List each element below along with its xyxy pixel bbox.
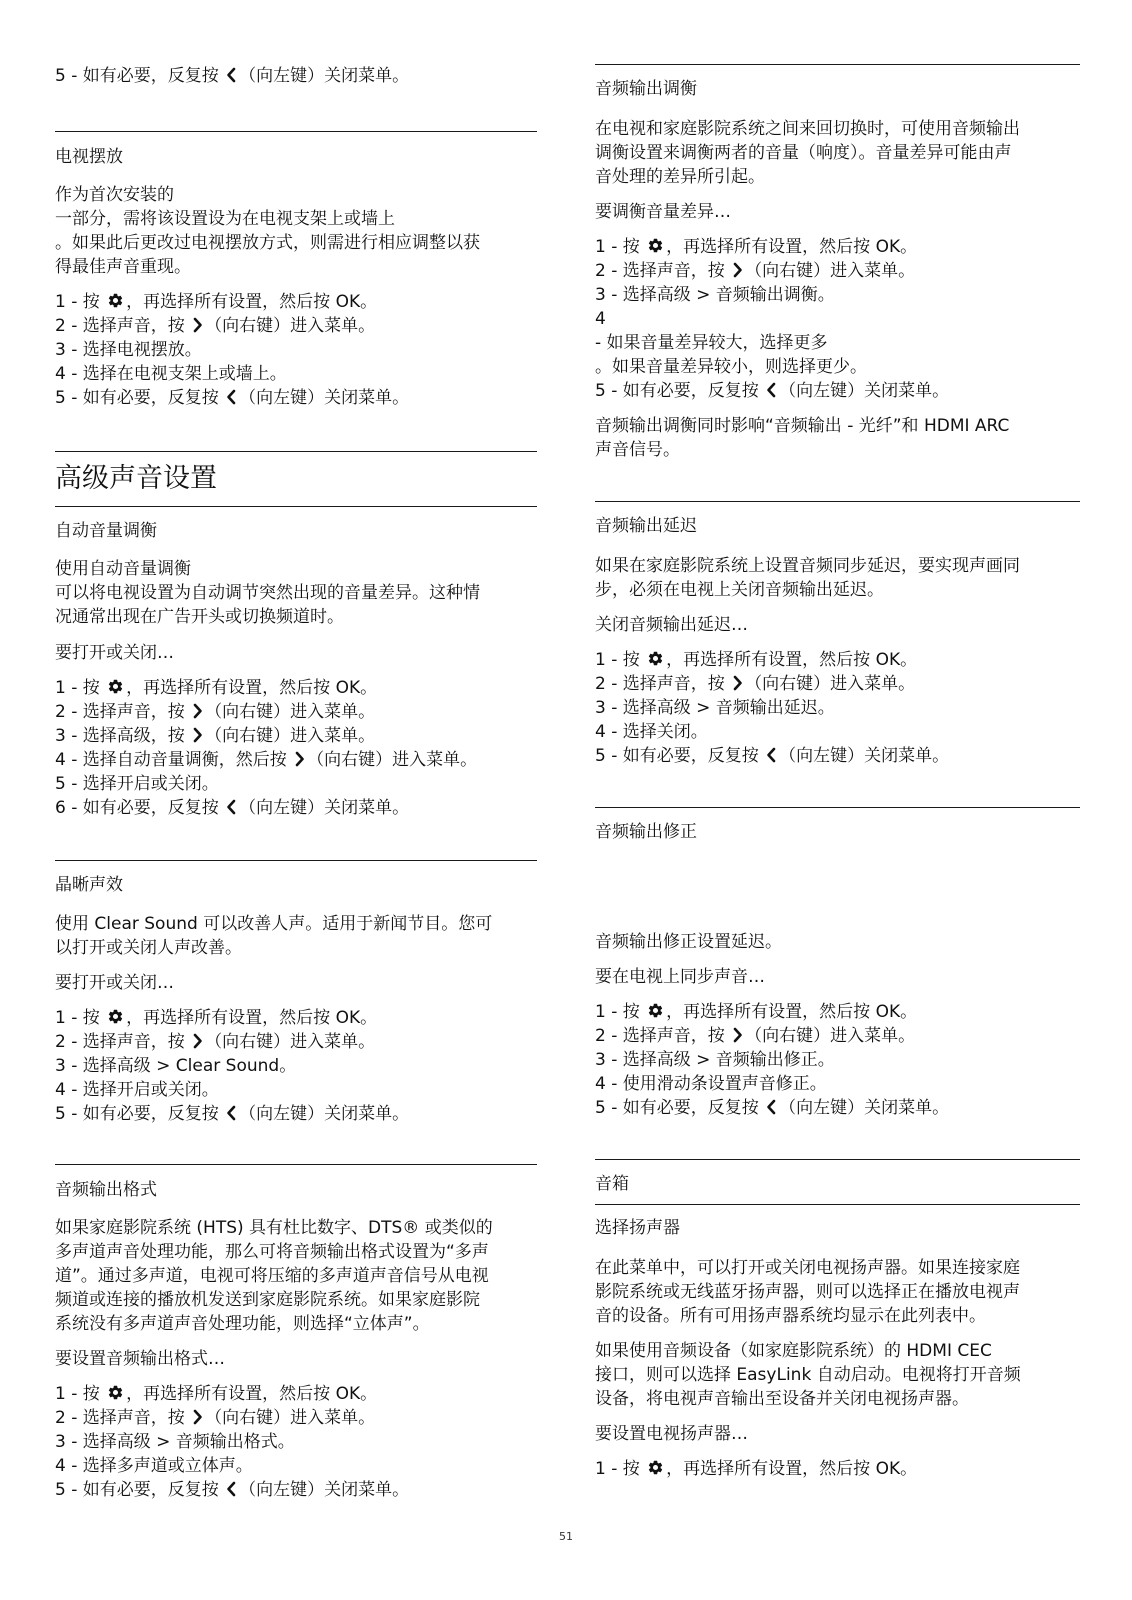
text-line: [55, 873, 537, 897]
chevron-left-icon: [766, 1099, 777, 1115]
text-line: [55, 724, 537, 748]
text-segment: （向右键）进入菜单。: [205, 316, 376, 336]
text-segment: （向左键）关闭菜单。: [779, 381, 950, 401]
text-segment: 如果在家庭影院系统上设置音频同步延迟，要实现声画同: [595, 556, 1020, 576]
text-segment: 4 - 选择自动音量调衡，然后按: [55, 750, 293, 770]
text-segment: 影院系统或无线蓝牙扬声器，则可以选择正在播放电视声: [595, 1282, 1020, 1302]
text-line: [55, 290, 537, 314]
text-line: [55, 207, 537, 231]
section-divider: [595, 501, 1080, 502]
text-line: [55, 581, 537, 605]
text-segment: 在此菜单中，可以打开或关闭电视扬声器。如果连接家庭: [595, 1258, 1020, 1278]
text-line: [595, 77, 1080, 101]
text-line: [595, 1339, 1080, 1363]
text-line: [595, 1304, 1080, 1328]
text-line: [55, 145, 537, 169]
text-segment: 1 - 按: [55, 678, 106, 698]
text-segment: 音处理的差异所引起。: [595, 167, 765, 187]
text-line: [595, 200, 1080, 224]
text-line: [55, 1382, 537, 1406]
page-number: 51: [559, 1530, 573, 1543]
text-segment: 2 - 选择声音，按: [595, 1026, 731, 1046]
text-segment: 频道或连接的播放机发送到家庭影院系统。如果家庭影院: [55, 1290, 480, 1310]
text-segment: （向右键）进入菜单。: [205, 1032, 376, 1052]
text-segment: 使用自动音量调衡: [55, 559, 191, 579]
text-line: [55, 1478, 537, 1502]
text-line: [55, 64, 537, 88]
text-line: [595, 1072, 1080, 1096]
chevron-right-icon: [192, 1033, 203, 1049]
text-segment: 道”。通过多声道，电视可将压缩的多声道声音信号从电视: [55, 1266, 489, 1286]
text-segment: 得最佳声音重现。: [55, 257, 191, 277]
text-segment: （向左键）关闭菜单。: [779, 1098, 950, 1118]
text-line: [595, 235, 1080, 259]
text-segment: 如果家庭影院系统 (HTS) 具有杜比数字、DTS® 或类似的: [55, 1218, 493, 1238]
text-line: [595, 259, 1080, 283]
gear-icon: [647, 650, 664, 667]
text-line: [595, 1280, 1080, 1304]
text-segment: 5 - 如有必要，反复按: [595, 381, 765, 401]
text-line: [595, 578, 1080, 602]
text-line: [55, 971, 537, 995]
text-segment: 音频输出格式: [55, 1180, 157, 1200]
text-segment: （向右键）进入菜单。: [205, 1408, 376, 1428]
text-segment: 3 - 选择电视摆放。: [55, 340, 202, 360]
text-segment: 选择扬声器: [595, 1218, 680, 1238]
text-segment: 音频输出延迟: [595, 516, 697, 536]
text-line: [595, 331, 1080, 355]
text-line: [55, 362, 537, 386]
text-line: [595, 283, 1080, 307]
text-segment: 关闭音频输出延迟…: [595, 615, 748, 635]
text-segment: （向左键）关闭菜单。: [239, 1104, 410, 1124]
text-line: [55, 255, 537, 279]
text-line: [55, 1288, 537, 1312]
section-divider: [55, 506, 537, 507]
text-line: [55, 1102, 537, 1126]
text-line: [595, 613, 1080, 637]
text-line: [595, 744, 1080, 768]
text-segment: 要在电视上同步声音…: [595, 967, 765, 987]
text-segment: 音频输出调衡: [595, 79, 697, 99]
text-segment: - 如果音量差异较大，选择更多: [595, 333, 828, 353]
text-line: [55, 748, 537, 772]
text-segment: 1 - 按: [595, 237, 646, 257]
text-segment: 。如果音量差异较小，则选择更少。: [595, 357, 867, 377]
text-segment: 在电视和家庭影院系统之间来回切换时，可使用音频输出: [595, 119, 1020, 139]
text-segment: 接口，则可以选择 EasyLink 自动启动。电视将打开音频: [595, 1365, 1021, 1385]
text-segment: 4 - 使用滑动条设置声音修正。: [595, 1074, 827, 1094]
text-line: [595, 930, 1080, 954]
text-line: [595, 307, 1080, 331]
text-segment: 作为首次安装的: [55, 185, 174, 205]
text-line: [55, 1406, 537, 1430]
gear-icon: [107, 678, 124, 695]
chevron-right-icon: [192, 703, 203, 719]
text-segment: （向右键）进入菜单。: [307, 750, 478, 770]
chevron-right-icon: [732, 1027, 743, 1043]
chevron-left-icon: [766, 747, 777, 763]
text-segment: 可以将电视设置为自动调节突然出现的音量差异。这种情: [55, 583, 480, 603]
text-segment: ，再选择所有设置，然后按 OK。: [666, 650, 918, 670]
chevron-left-icon: [226, 799, 237, 815]
chevron-right-icon: [192, 1409, 203, 1425]
text-segment: 音频输出修正: [595, 822, 697, 842]
text-segment: 使用 Clear Sound 可以改善人声。适用于新闻节目。您可: [55, 914, 493, 934]
text-line: [595, 1000, 1080, 1024]
chevron-left-icon: [226, 1481, 237, 1497]
text-segment: 要调衡音量差异…: [595, 202, 731, 222]
text-segment: 5 - 如有必要，反复按: [55, 66, 225, 86]
section-divider: [595, 1159, 1080, 1160]
text-line: [55, 796, 537, 820]
text-line: [55, 338, 537, 362]
text-segment: 5 - 如有必要，反复按: [55, 388, 225, 408]
text-segment: ，再选择所有设置，然后按 OK。: [126, 678, 378, 698]
text-segment: 音的设备。所有可用扬声器系统均显示在此列表中。: [595, 1306, 986, 1326]
text-line: [55, 676, 537, 700]
text-line: [55, 1240, 537, 1264]
chevron-left-icon: [226, 389, 237, 405]
chapter-heading: [55, 462, 537, 496]
text-line: [595, 1457, 1080, 1481]
text-line: [595, 648, 1080, 672]
text-line: [595, 1387, 1080, 1411]
text-line: [595, 696, 1080, 720]
chevron-left-icon: [766, 382, 777, 398]
text-segment: 2 - 选择声音，按: [55, 316, 191, 336]
text-line: [595, 1048, 1080, 1072]
text-segment: 一部分，需将该设置设为在电视支架上或墙上: [55, 209, 395, 229]
text-segment: 4 - 选择关闭。: [595, 722, 708, 742]
text-line: [595, 1172, 1080, 1196]
text-segment: （向左键）关闭菜单。: [239, 798, 410, 818]
text-segment: 2 - 选择声音，按: [55, 702, 191, 722]
text-line: [595, 514, 1080, 538]
text-line: [595, 414, 1080, 438]
chevron-right-icon: [294, 751, 305, 767]
text-segment: （向左键）关闭菜单。: [239, 388, 410, 408]
text-segment: （向左键）关闭菜单。: [239, 1480, 410, 1500]
text-segment: 3 - 选择高级 > 音频输出格式。: [55, 1432, 295, 1452]
text-line: [595, 438, 1080, 462]
text-line: [595, 165, 1080, 189]
text-line: [55, 1264, 537, 1288]
section-divider: [55, 860, 537, 861]
gear-icon: [107, 1008, 124, 1025]
text-segment: 要设置电视扬声器…: [595, 1424, 748, 1444]
text-line: [595, 117, 1080, 141]
gear-icon: [107, 292, 124, 309]
section-divider: [595, 807, 1080, 808]
chevron-right-icon: [192, 727, 203, 743]
text-segment: 5 - 如有必要，反复按: [595, 1098, 765, 1118]
text-segment: 要打开或关闭…: [55, 973, 174, 993]
text-segment: 多声道声音处理功能，那么可将音频输出格式设置为“多声: [55, 1242, 489, 1262]
text-segment: 要设置音频输出格式…: [55, 1349, 225, 1369]
text-line: [595, 1024, 1080, 1048]
text-segment: 如果使用音频设备（如家庭影院系统）的 HDMI CEC: [595, 1341, 992, 1361]
text-line: [595, 1363, 1080, 1387]
text-segment: 4 - 选择在电视支架上或墙上。: [55, 364, 287, 384]
text-line: [595, 1422, 1080, 1446]
text-segment: 调衡设置来调衡两者的音量（响度）。音量差异可能由声: [595, 143, 1012, 163]
section-divider: [55, 131, 537, 132]
text-line: [55, 1312, 537, 1336]
text-line: [55, 1054, 537, 1078]
text-line: [595, 672, 1080, 696]
text-line: [595, 141, 1080, 165]
text-segment: 4: [595, 309, 606, 329]
text-segment: 音频输出修正设置延迟。: [595, 932, 782, 952]
text-line: [55, 1006, 537, 1030]
text-segment: 4 - 选择开启或关闭。: [55, 1080, 219, 1100]
text-line: [595, 379, 1080, 403]
text-segment: 系统没有多声道声音处理功能，则选择“立体声”。: [55, 1314, 430, 1334]
text-line: [55, 1030, 537, 1054]
section-divider: [55, 451, 537, 452]
text-segment: 3 - 选择高级 > Clear Sound。: [55, 1056, 297, 1076]
text-line: [595, 1096, 1080, 1120]
text-segment: ，再选择所有设置，然后按 OK。: [126, 1008, 378, 1028]
text-segment: 5 - 如有必要，反复按: [595, 746, 765, 766]
text-segment: 音频输出调衡同时影响“音频输出 - 光纤”和 HDMI ARC: [595, 416, 1010, 436]
text-segment: （向右键）进入菜单。: [745, 674, 916, 694]
text-line: [595, 554, 1080, 578]
text-segment: （向左键）关闭菜单。: [779, 746, 950, 766]
text-segment: 要打开或关闭…: [55, 643, 174, 663]
gear-icon: [647, 237, 664, 254]
text-segment: 3 - 选择高级 > 音频输出修正。: [595, 1050, 835, 1070]
text-line: [55, 183, 537, 207]
gear-icon: [107, 1384, 124, 1401]
text-line: [55, 1078, 537, 1102]
gear-icon: [647, 1459, 664, 1476]
text-segment: 电视摆放: [55, 147, 123, 167]
text-segment: 高级声音设置: [55, 463, 217, 494]
text-line: [595, 355, 1080, 379]
text-segment: 3 - 选择高级 > 音频输出调衡。: [595, 285, 835, 305]
text-line: [55, 386, 537, 410]
text-segment: 6 - 如有必要，反复按: [55, 798, 225, 818]
section-divider: [595, 64, 1080, 65]
text-segment: （向右键）进入菜单。: [745, 261, 916, 281]
gear-icon: [647, 1002, 664, 1019]
chevron-left-icon: [226, 67, 237, 83]
chevron-right-icon: [732, 675, 743, 691]
text-segment: ，再选择所有设置，然后按 OK。: [666, 1459, 918, 1479]
text-segment: 2 - 选择声音，按: [595, 674, 731, 694]
text-segment: 4 - 选择多声道或立体声。: [55, 1456, 253, 1476]
text-line: [55, 231, 537, 255]
text-segment: 声音信号。: [595, 440, 680, 460]
chevron-left-icon: [226, 1105, 237, 1121]
text-line: [55, 700, 537, 724]
text-segment: 2 - 选择声音，按: [55, 1032, 191, 1052]
text-line: [55, 1178, 537, 1202]
text-line: [55, 519, 537, 543]
text-segment: 况通常出现在广告开头或切换频道时。: [55, 607, 344, 627]
text-segment: （向右键）进入菜单。: [205, 726, 376, 746]
text-line: [595, 1256, 1080, 1280]
text-line: [595, 820, 1080, 844]
text-line: [55, 912, 537, 936]
text-segment: ，再选择所有设置，然后按 OK。: [666, 1002, 918, 1022]
text-segment: 2 - 选择声音，按: [595, 261, 731, 281]
text-segment: 步，必须在电视上关闭音频输出延迟。: [595, 580, 884, 600]
text-line: [55, 1216, 537, 1240]
text-segment: 5 - 选择开启或关闭。: [55, 774, 219, 794]
text-segment: 1 - 按: [595, 1459, 646, 1479]
text-segment: 3 - 选择高级，按: [55, 726, 191, 746]
text-segment: 1 - 按: [55, 292, 106, 312]
text-segment: 1 - 按: [55, 1008, 106, 1028]
text-segment: （向右键）进入菜单。: [205, 702, 376, 722]
text-line: [55, 605, 537, 629]
text-line: [595, 965, 1080, 989]
text-segment: 1 - 按: [595, 650, 646, 670]
chevron-right-icon: [192, 317, 203, 333]
section-divider: [55, 1164, 537, 1165]
text-line: [55, 936, 537, 960]
text-segment: 5 - 如有必要，反复按: [55, 1480, 225, 1500]
text-segment: 以打开或关闭人声改善。: [55, 938, 242, 958]
text-line: [595, 720, 1080, 744]
text-line: [55, 1347, 537, 1371]
text-line: [55, 641, 537, 665]
text-segment: （向右键）进入菜单。: [745, 1026, 916, 1046]
text-line: [595, 1216, 1080, 1240]
text-segment: 音箱: [595, 1174, 629, 1194]
text-line: [55, 1454, 537, 1478]
text-segment: （向左键）关闭菜单。: [239, 66, 410, 86]
text-segment: 3 - 选择高级 > 音频输出延迟。: [595, 698, 835, 718]
text-line: [55, 1430, 537, 1454]
text-line: [55, 557, 537, 581]
text-segment: 。如果此后更改过电视摆放方式，则需进行相应调整以获: [55, 233, 480, 253]
text-segment: 2 - 选择声音，按: [55, 1408, 191, 1428]
text-segment: 5 - 如有必要，反复按: [55, 1104, 225, 1124]
text-segment: ，再选择所有设置，然后按 OK。: [666, 237, 918, 257]
text-segment: ，再选择所有设置，然后按 OK。: [126, 292, 378, 312]
text-segment: ，再选择所有设置，然后按 OK。: [126, 1384, 378, 1404]
text-segment: 设备，将电视声音输出至设备并关闭电视扬声器。: [595, 1389, 969, 1409]
text-segment: 晶晰声效: [55, 875, 123, 895]
text-line: [55, 772, 537, 796]
chevron-right-icon: [732, 262, 743, 278]
text-line: [55, 314, 537, 338]
text-segment: 1 - 按: [595, 1002, 646, 1022]
section-divider: [595, 1204, 1080, 1205]
text-segment: 自动音量调衡: [55, 521, 157, 541]
text-segment: 1 - 按: [55, 1384, 106, 1404]
